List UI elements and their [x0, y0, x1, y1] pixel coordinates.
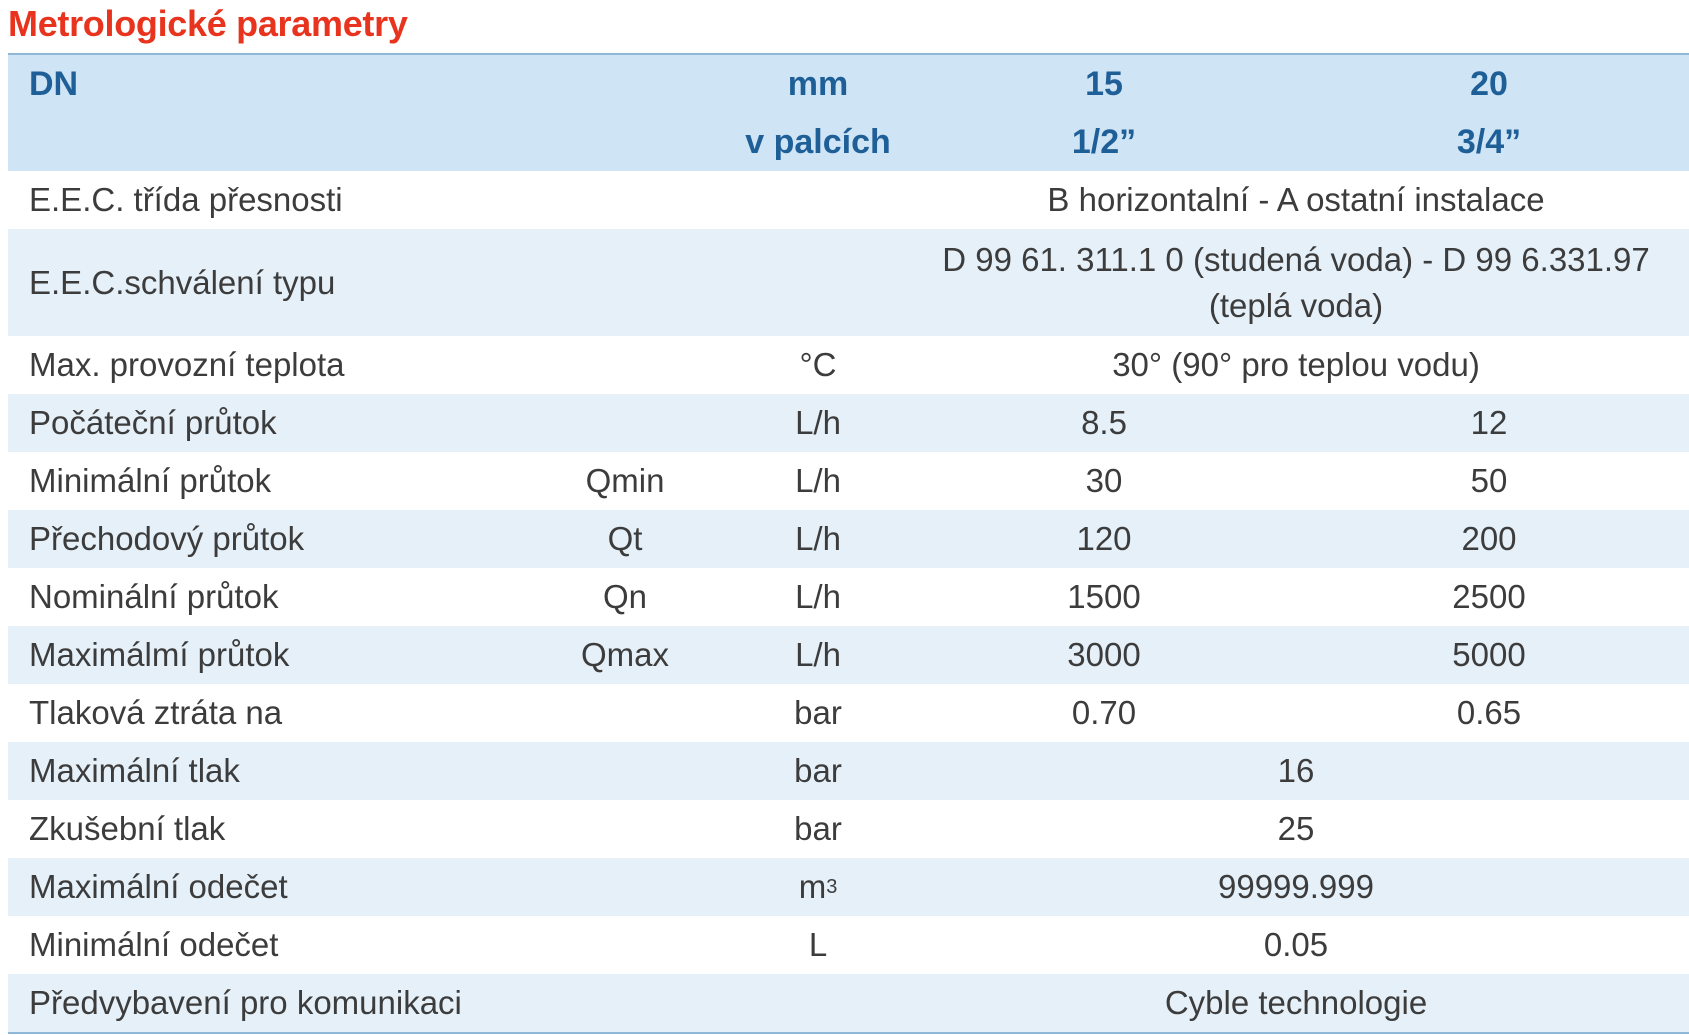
row-label: Maximálmí průtok — [29, 636, 290, 673]
row-value-dn20: 12 — [1470, 404, 1508, 441]
table-row — [8, 916, 1689, 974]
table-row — [8, 626, 1689, 684]
table-row — [8, 684, 1689, 742]
row-unit-base: m — [798, 868, 827, 905]
row-value-merged: 25 — [1277, 810, 1315, 847]
header-unit-inches: v palcích — [745, 123, 891, 161]
row-unit: L/h — [795, 462, 841, 499]
row-label: Max. provozní teplota — [29, 346, 345, 383]
row-symbol: Qt — [607, 520, 643, 557]
table-row — [8, 858, 1689, 916]
table-row — [8, 742, 1689, 800]
row-unit: bar — [794, 694, 842, 731]
row-label: Minimální průtok — [29, 462, 272, 499]
row-value-dn20: 200 — [1461, 520, 1517, 557]
table-row — [8, 229, 1689, 336]
header-inch-15: 1/2” — [1071, 123, 1137, 161]
header-dn: DN — [29, 65, 79, 103]
row-unit: m 3 — [798, 868, 838, 905]
row-symbol: Qmin — [585, 462, 665, 499]
row-value-dn15: 3000 — [1067, 636, 1141, 673]
row-symbol: Qn — [602, 578, 648, 615]
row-unit: L/h — [795, 404, 841, 441]
row-value-dn20: 5000 — [1452, 636, 1526, 673]
row-value-dn15: 30 — [1085, 462, 1123, 499]
table-bottom-rule — [8, 1032, 1689, 1034]
row-unit: L/h — [795, 578, 841, 615]
header-unit-mm: mm — [787, 65, 849, 103]
row-label: Nominální průtok — [29, 578, 279, 615]
row-value-merged: D 99 61. 311.1 0 (studená voda) - D 99 6.331.97 (teplá voda) — [942, 240, 1650, 324]
page-title: Metrologické parametry — [8, 3, 408, 44]
row-value-dn15: 0.70 — [1071, 694, 1137, 731]
row-label: Tlaková ztráta na — [29, 694, 283, 731]
table-row — [8, 171, 1689, 229]
row-unit: L/h — [795, 636, 841, 673]
row-value-merged: 0.05 — [1263, 926, 1329, 963]
header-dn-15: 15 — [1085, 65, 1123, 103]
row-value-dn20: 50 — [1470, 462, 1508, 499]
row-value-dn15: 1500 — [1067, 578, 1141, 615]
row-label: Minimální odečet — [29, 926, 279, 963]
row-value-merged: 16 — [1277, 752, 1315, 789]
table-row — [8, 568, 1689, 626]
table-row — [8, 510, 1689, 568]
row-label: Přechodový průtok — [29, 520, 305, 557]
row-label: Předvybavení pro komunikaci — [29, 984, 462, 1021]
row-label: Maximální tlak — [29, 752, 240, 789]
table-row — [8, 394, 1689, 452]
row-unit: bar — [794, 752, 842, 789]
row-label: E.E.C.schválení typu — [29, 263, 336, 301]
row-value-dn15: 120 — [1076, 520, 1132, 557]
row-unit: bar — [794, 810, 842, 847]
table-body — [8, 171, 1689, 1032]
row-value-dn20: 2500 — [1452, 578, 1526, 615]
row-unit: L — [808, 926, 828, 963]
row-unit: L/h — [795, 520, 841, 557]
header-inch-20: 3/4” — [1456, 123, 1522, 161]
row-symbol: Qmax — [580, 636, 670, 673]
row-label: Počáteční průtok — [29, 404, 277, 441]
row-label: E.E.C. třída přesnosti — [29, 181, 343, 218]
row-label: Zkušební tlak — [29, 810, 226, 847]
table-row — [8, 452, 1689, 510]
header-dn-20: 20 — [1470, 65, 1508, 103]
row-unit: °C — [799, 346, 837, 383]
row-value-merged: 30° (90° pro teplou vodu) — [1112, 346, 1480, 383]
table-row — [8, 800, 1689, 858]
table-row — [8, 336, 1689, 394]
row-value-merged: B horizontalní - A ostatní instalace — [1047, 181, 1545, 218]
row-label: Maximální odečet — [29, 868, 288, 905]
row-value-merged: Cyble technologie — [1164, 984, 1428, 1021]
metrology-table — [8, 53, 1689, 1034]
row-value-dn15: 8.5 — [1081, 404, 1127, 441]
table-row — [8, 974, 1689, 1032]
row-value-dn20: 0.65 — [1456, 694, 1522, 731]
table-header — [8, 55, 1689, 171]
row-value-merged: 99999.999 — [1218, 868, 1374, 905]
